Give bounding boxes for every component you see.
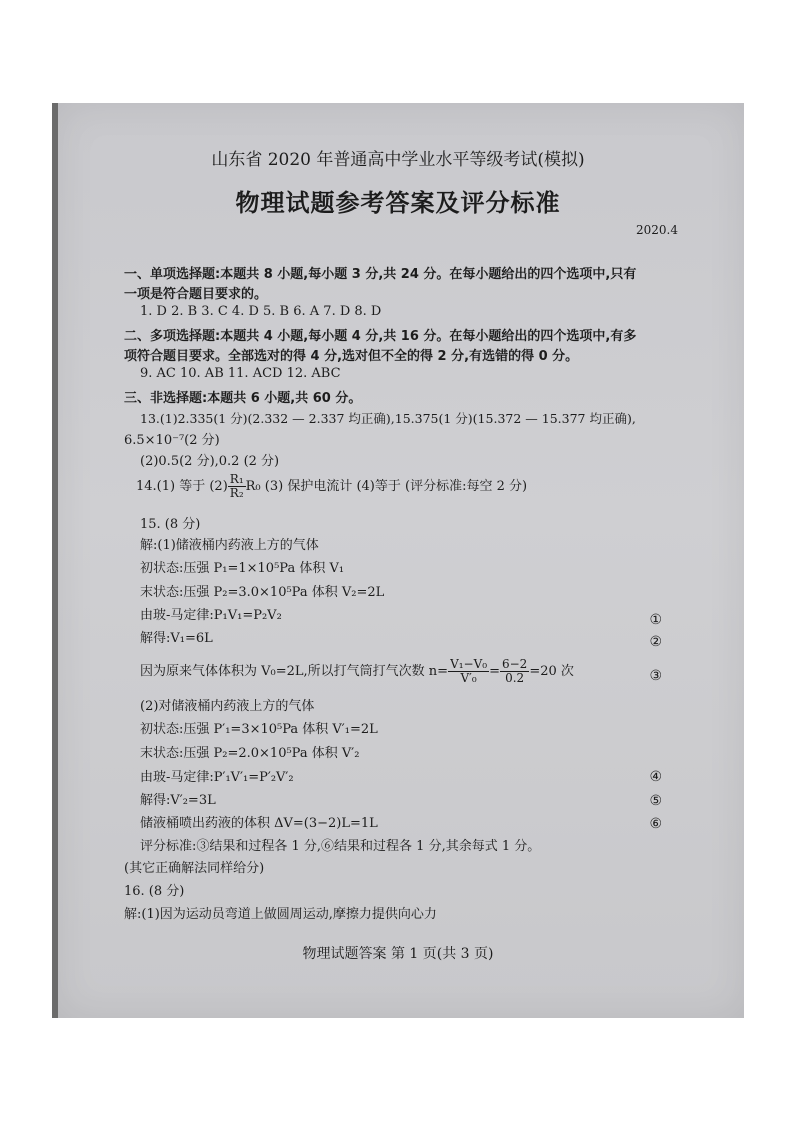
q15-line2: 初状态:压强 P₁=1×10⁵Pa 体积 V₁ <box>140 561 345 576</box>
q15-line12: 储液桶喷出药液的体积 ΔV=(3−2)L=1L <box>140 816 378 831</box>
q15-note: (其它正确解法同样给分) <box>124 861 265 876</box>
q15-line8: 初状态:压强 P′₁=3×10⁵Pa 体积 V′₁=2L <box>140 722 378 737</box>
equation-marker-3: ③ <box>649 668 662 684</box>
q15-frac1-num: V₁−V₀ <box>450 657 488 671</box>
q13-line2: 6.5×10⁻⁷(2 分) <box>124 433 220 448</box>
q15-line3: 末状态:压强 P₂=3.0×10⁵Pa 体积 V₂=2L <box>140 585 385 600</box>
q14-answer <box>136 473 527 500</box>
section2-heading: 二、多项选择题:本题共 4 小题,每小题 4 分,共 16 分。在每小题给出的四个选项中,有多 <box>124 329 637 344</box>
section1-answers: 1. D 2. B 3. C 4. D 5. B 6. A 7. D 8. D <box>140 304 382 319</box>
q14-text-a: 14.(1) 等于 (2) <box>136 479 228 495</box>
q14-numerator: R₁ <box>229 472 244 486</box>
q15-line4: 由玻-马定律:P₁V₁=P₂V₂ <box>140 608 282 623</box>
exam-title: 山东省 2020 年普通高中学业水平等级考试(模拟) <box>211 150 585 170</box>
q14-denominator: R₂ <box>229 486 244 501</box>
q13-line1: 13.(1)2.335(1 分)(2.332 — 2.337 均正确),15.375(1 分)(15.372 — 15.377 均正确), <box>140 411 636 426</box>
scanned-page-photo <box>52 103 744 1018</box>
q15-frac2-den: 0.2 <box>505 671 525 686</box>
section1-heading: 一、单项选择题:本题共 8 小题,每小题 3 分,共 24 分。在每小题给出的四个选项中,只有 <box>124 267 637 282</box>
q15-fraction-2 <box>500 658 529 685</box>
document-title: 物理试题参考答案及评分标准 <box>235 189 561 217</box>
q15-equals: = <box>489 664 500 680</box>
q15-fraction-1 <box>448 658 489 685</box>
equation-marker-1: ① <box>649 612 662 628</box>
equation-marker-2: ② <box>649 634 662 650</box>
q15-line6-result: =20 次 <box>529 664 574 680</box>
q15-line6-text: 因为原来气体体积为 V₀=2L,所以打气筒打气次数 n= <box>140 664 449 680</box>
q15-line5: 解得:V₁=6L <box>140 631 213 646</box>
q15-heading: 15. (8 分) <box>140 517 201 532</box>
equation-marker-6: ⑥ <box>649 816 662 832</box>
q16-heading: 16. (8 分) <box>124 884 185 899</box>
section2-heading-cont: 项符合题目要求。全部选对的得 4 分,选对但不全的得 2 分,有选错的得 0 分。 <box>124 349 579 364</box>
q13-line3: (2)0.5(2 分),0.2 (2 分) <box>140 454 280 469</box>
section3-heading: 三、非选择题:本题共 6 小题,共 60 分。 <box>124 391 362 406</box>
q15-line10: 由玻-马定律:P′₁V′₁=P′₂V′₂ <box>140 770 294 785</box>
section1-heading-cont: 一项是符合题目要求的。 <box>124 287 268 302</box>
date: 2020.4 <box>636 223 678 237</box>
equation-marker-5: ⑤ <box>649 793 662 809</box>
section2-answers: 9. AC 10. AB 11. ACD 12. ABC <box>140 366 341 381</box>
q15-line9: 末状态:压强 P₂=2.0×10⁵Pa 体积 V′₂ <box>140 746 360 761</box>
q15-line6 <box>140 658 574 685</box>
q16-line1: 解:(1)因为运动员弯道上做圆周运动,摩擦力提供向心力 <box>124 907 437 922</box>
q15-scoring: 评分标准:③结果和过程各 1 分,⑥结果和过程各 1 分,其余每式 1 分。 <box>140 839 541 854</box>
q15-line11: 解得:V′₂=3L <box>140 793 216 808</box>
page-footer: 物理试题答案 第 1 页(共 3 页) <box>302 946 494 962</box>
q15-line1: 解:(1)储液桶内药液上方的气体 <box>140 538 319 553</box>
q15-frac2-num: 6−2 <box>501 657 528 671</box>
equation-marker-4: ④ <box>649 769 662 785</box>
q15-frac1-den: V′₀ <box>460 671 477 686</box>
q14-fraction <box>228 473 246 500</box>
q14-text-b: R₀ (3) 保护电流计 (4)等于 (评分标准:每空 2 分) <box>245 479 528 495</box>
q15-line7: (2)对储液桶内药液上方的气体 <box>140 699 315 714</box>
